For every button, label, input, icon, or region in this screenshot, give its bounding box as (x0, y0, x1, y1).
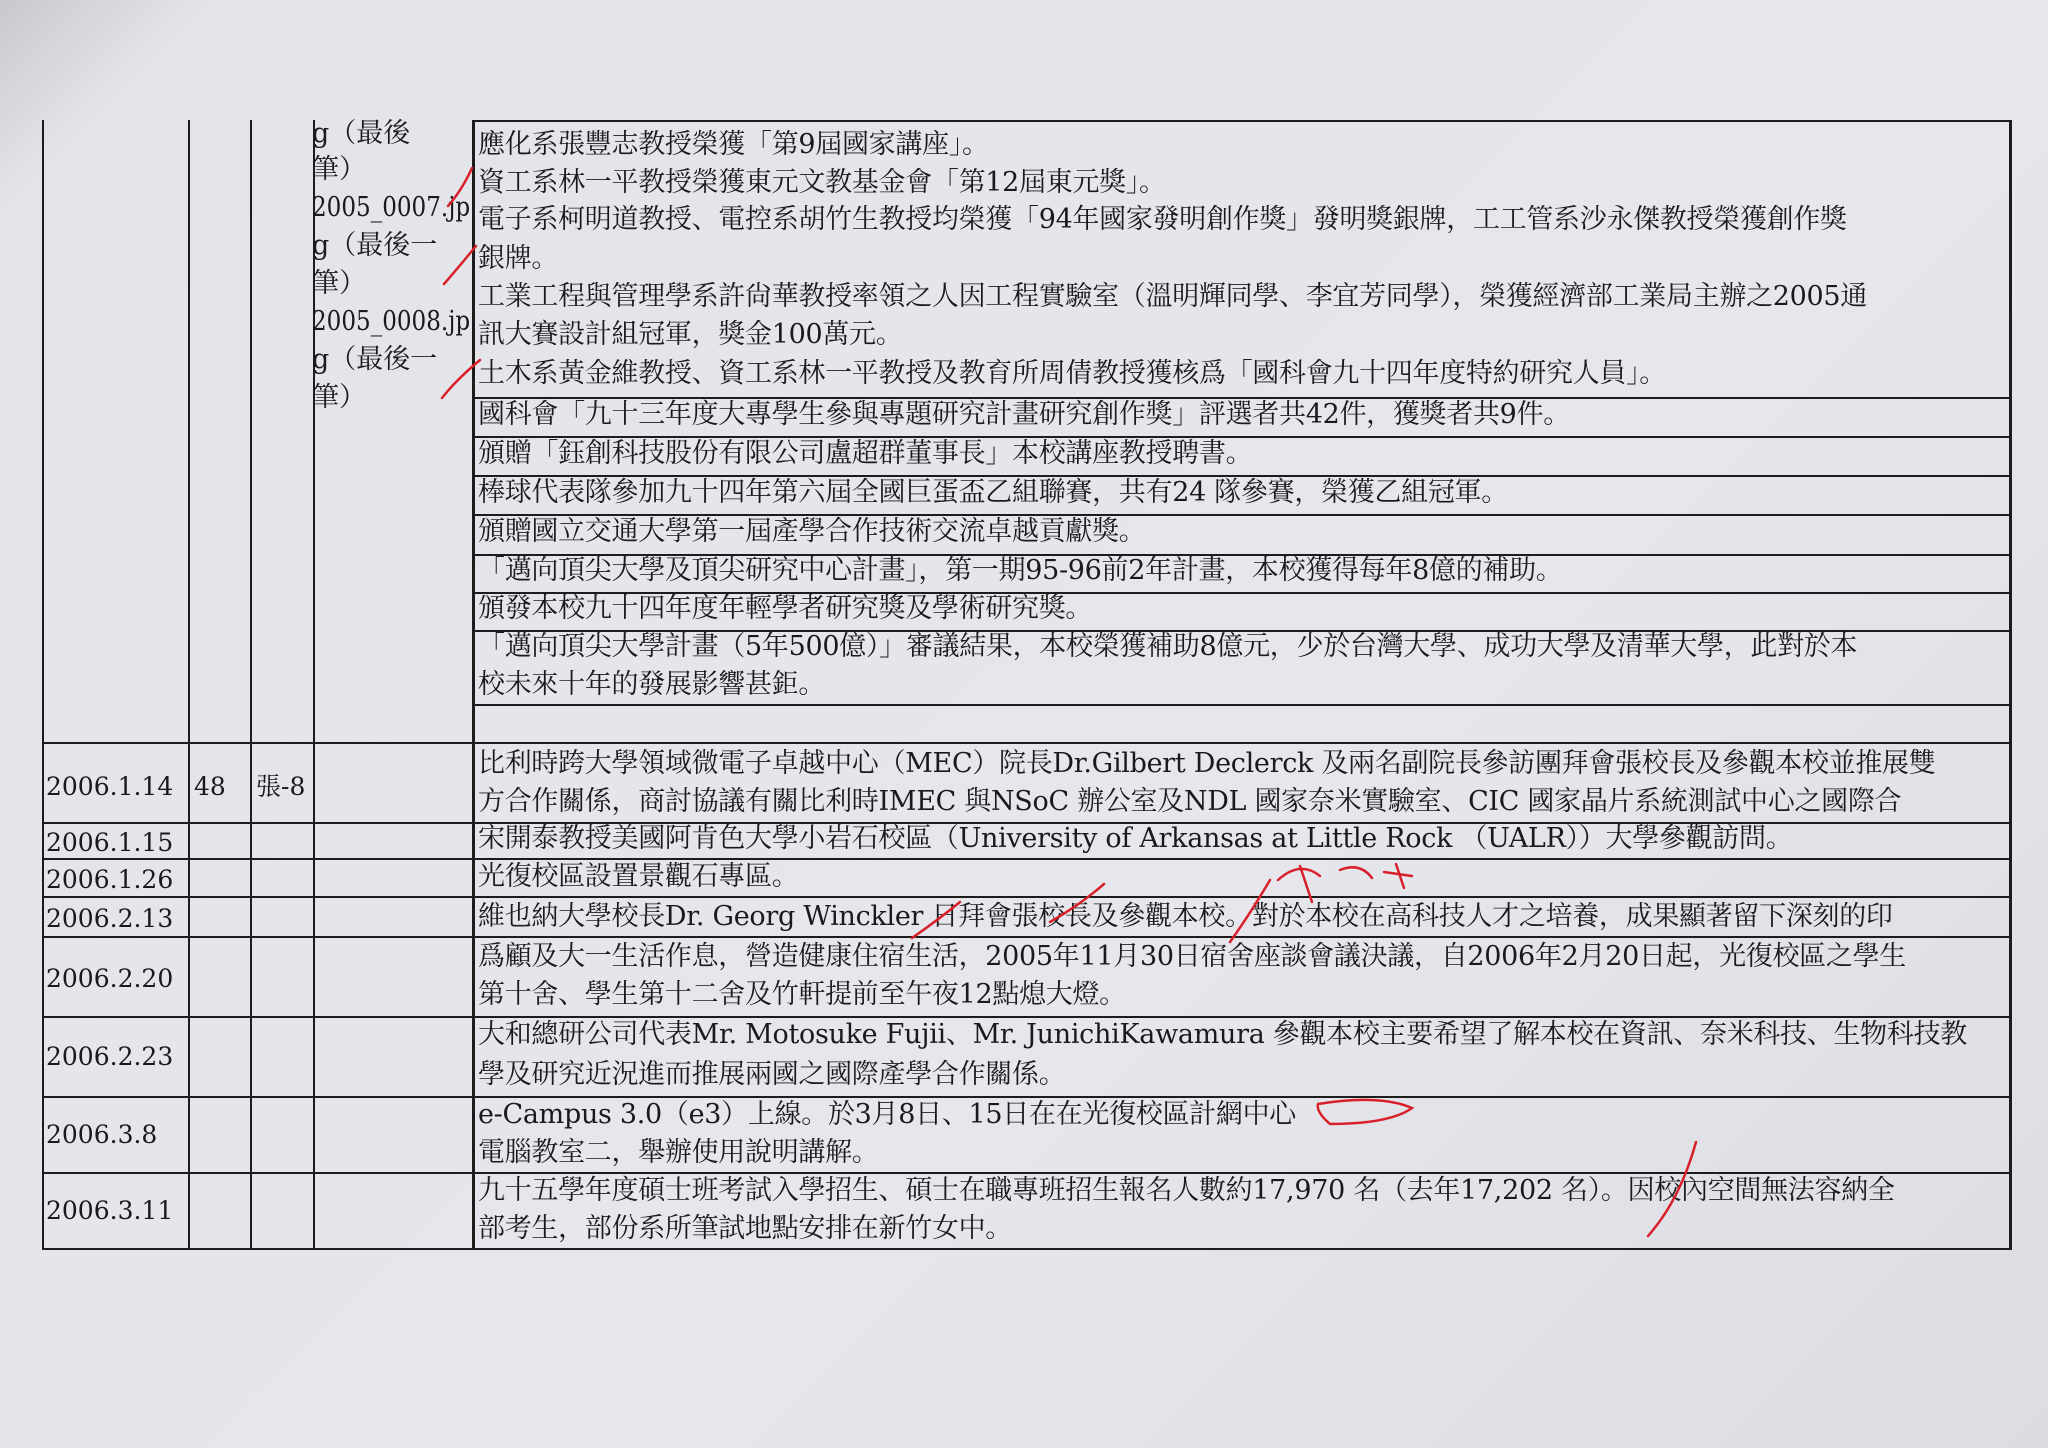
entry-line: 銀牌。 (478, 243, 559, 274)
row-text: 比利時跨大學領域微電子卓越中心（MEC）院長Dr.Gilbert Declerck 及兩名副院長參訪團拜會張校長及參觀本校並推展雙 (478, 748, 1936, 779)
entry-line: 頒發本校九十四年度年輕學者研究獎及學術研究獎。 (478, 593, 1093, 624)
row-text: e-Campus 3.0（e3）上線。於3月8日、15日在在光復校區計網中心 (478, 1099, 1296, 1130)
inner-top-line (472, 120, 2012, 122)
entry-line: 工業工程與管理學系許尙華教授率領之人因工程實驗室（溫明輝同學、李宜芳同學），榮獲經濟部工業局主辦之2005通 (478, 281, 1868, 312)
filename-line: 2005_0007.jp (312, 192, 471, 223)
col-line-4 (472, 120, 475, 1250)
date-cell: 2006.1.26 (46, 865, 174, 894)
filename-line: 2005_0008.jp (312, 306, 471, 337)
col-line-1 (188, 120, 190, 1250)
row-line-full (42, 858, 2012, 860)
row-text: 第十舍、學生第十二舍及竹軒提前至午夜12點熄大燈。 (478, 979, 1126, 1010)
filename-line: g（最後一 (312, 344, 438, 375)
row-text: 九十五學年度碩士班考試入學招生、碩士在職專班招生報名人數約17,970 名（去年17,202 名）。因校內空間無法容納全 (478, 1175, 1895, 1206)
row-line (472, 704, 2012, 706)
date-cell: 2006.3.11 (46, 1196, 174, 1225)
row-text: 爲顧及大一生活作息，營造健康住宿生活，2005年11月30日宿舍座談會議決議，自2006年2月20日起，光復校區之學生 (478, 941, 1906, 972)
date-cell: 2006.2.20 (46, 964, 174, 993)
entry-line: 頒贈「鈺創科技股份有限公司盧超群董事長」本校講座教授聘書。 (478, 438, 1253, 469)
row-text: 電腦教室二，舉辦使用說明講解。 (478, 1137, 879, 1168)
row-text: 學及研究近況進而推展兩國之國際產學合作關係。 (478, 1059, 1066, 1090)
row-text: 方合作關係，商討協議有關比利時IMEC 與NSoC 辦公室及NDL 國家奈米實驗室、CIC 國家晶片系統測試中心之國際合 (478, 786, 1902, 817)
row-line-full (42, 1248, 2012, 1250)
filename-line: 筆） (312, 268, 366, 299)
entry-line: 校未來十年的發展影響甚鉅。 (478, 669, 826, 700)
entry-line: 應化系張豐志教授榮獲「第9屆國家講座」。 (478, 129, 989, 160)
entry-line: 訊大賽設計組冠軍，獎金100萬元。 (478, 319, 903, 350)
col-line-left (42, 120, 44, 1250)
col-line-2 (250, 120, 252, 1250)
number-cell: 48 (194, 772, 226, 801)
date-cell: 2006.1.15 (46, 828, 174, 857)
reference-cell: 張-8 (256, 772, 306, 801)
col-line-right (2009, 120, 2012, 1250)
date-cell: 2006.2.13 (46, 904, 174, 933)
row-text: 宋開泰教授美國阿肯色大學小岩石校區（University of Arkansas at Little Rock （UALR））大學參觀訪問。 (478, 823, 1793, 854)
row-text: 部考生，部份系所筆試地點安排在新竹女中。 (478, 1213, 1012, 1244)
date-cell: 2006.1.14 (46, 772, 174, 801)
entry-line: 資工系林一平教授榮獲東元文教基金會「第12屆東元獎」。 (478, 167, 1166, 198)
entry-line: 土木系黃金維教授、資工系林一平教授及教育所周倩教授獲核爲「國科會九十四年度特約研究人員」。 (478, 358, 1666, 389)
date-cell: 2006.3.8 (46, 1120, 158, 1149)
entry-line: 國科會「九十三年度大專學生參與專題研究計畫研究創作獎」評選者共42件，獲獎者共9件。 (478, 399, 1570, 430)
filename-line: g（最後一 (312, 230, 438, 261)
entry-line: 電子系柯明道教授、電控系胡竹生教授均榮獲「94年國家發明創作獎」發明獎銀牌，工工管系沙永傑教授榮獲創作獎 (478, 204, 1847, 235)
entry-line: 「邁向頂尖大學計畫（5年500億）」審議結果，本校榮獲補助8億元，少於台灣大學、成功大學及清華大學，此對於本 (478, 631, 1858, 662)
filename-line: 筆） (312, 154, 366, 185)
date-cell: 2006.2.23 (46, 1042, 174, 1071)
row-text: 大和總研公司代表Mr. Motosuke Fujii、Mr. JunichiKawamura 參觀本校主要希望了解本校在資訊、奈米科技、生物科技教 (478, 1019, 1967, 1050)
entry-line: 頒贈國立交通大學第一屆產學合作技術交流卓越貢獻獎。 (478, 516, 1146, 547)
row-line-full (42, 742, 2012, 744)
row-text: 維也納大學校長Dr. Georg Winckler 日拜會張校長及參觀本校。對於本校在高科技人才之培養，成果顯著留下深刻的印 (478, 901, 1893, 932)
entry-line: 棒球代表隊參加九十四年第六屆全國巨蛋盃乙組聯賽，共有24 隊參賽，榮獲乙組冠軍。 (478, 477, 1508, 508)
filename-line: 筆） (312, 382, 366, 413)
entry-line: 「邁向頂尖大學及頂尖研究中心計畫」，第一期95-96前2年計畫，本校獲得每年8億的補助。 (478, 555, 1563, 586)
filename-line: g（最後 (312, 118, 411, 149)
row-text: 光復校區設置景觀石專區。 (478, 861, 799, 892)
